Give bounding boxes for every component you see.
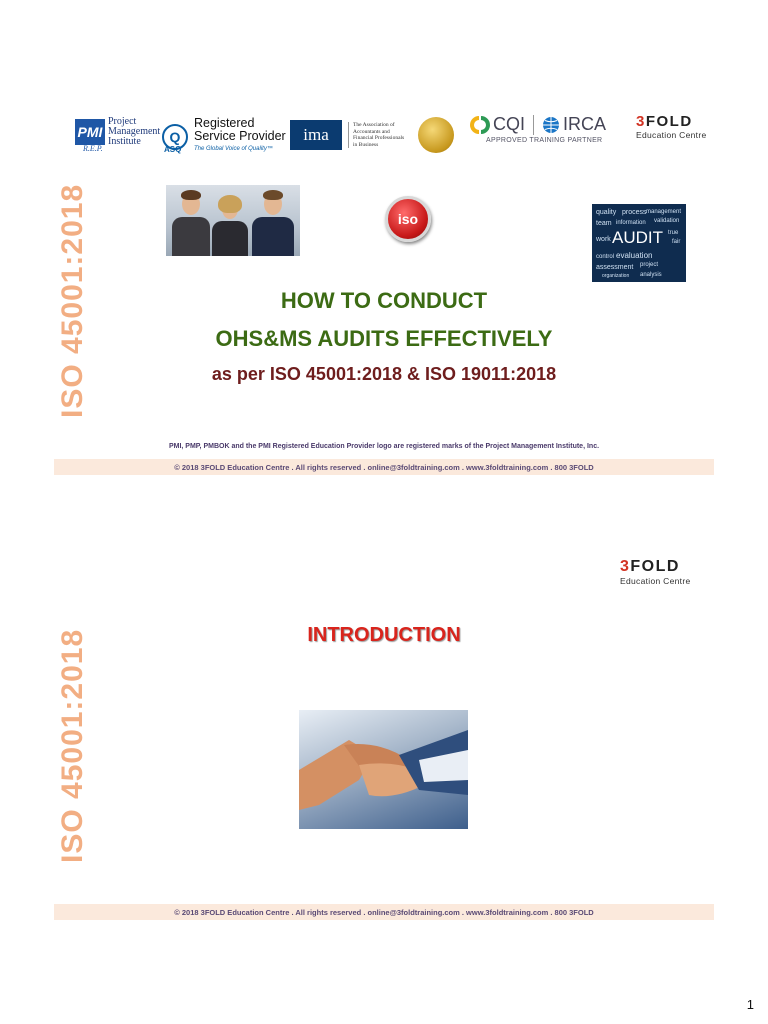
pmi-rep-label: R.E.P. <box>83 144 103 153</box>
handshake-illustration <box>299 710 468 829</box>
approved-training-partner: APPROVED TRAINING PARTNER <box>486 137 603 144</box>
registered-service-provider: Registered Service Provider The Global Voice of Quality™ <box>194 116 286 152</box>
asq-name: ASQ <box>164 145 182 154</box>
pmi-mark: PMI <box>75 119 105 145</box>
iso-badge-icon: iso <box>385 196 431 242</box>
footer-slide1: © 2018 3FOLD Education Centre . All rights reserved . online@3foldtraining.com . www.3foldtraining.com . 800 3FOLD <box>54 459 714 475</box>
pmi-text: Project Management Institute <box>108 116 161 147</box>
slide1-title-line2: OHS&MS AUDITS EFFECTIVELY <box>215 326 553 351</box>
threefold-logo-slide2: 3FOLD Education Centre <box>620 558 691 586</box>
cqi-label: CQI <box>493 114 526 134</box>
slide1-title-line1: HOW TO CONDUCT <box>280 288 488 313</box>
side-title-slide1: ISO 45001:2018 <box>56 183 89 418</box>
pmi-disclaimer: PMI, PMP, PMBOK and the PMI Registered Education Provider logo are registered marks of the Project Management Institute, Inc. <box>168 443 600 450</box>
asq-logo <box>162 117 286 156</box>
handshake-photo <box>299 710 468 829</box>
page-number: 1 <box>746 997 754 1012</box>
gold-seal-icon <box>418 117 454 153</box>
pmi-logo <box>75 116 161 153</box>
globe-icon <box>542 116 560 134</box>
cqi-icon <box>470 116 490 134</box>
cqi-irca-logo <box>470 114 606 144</box>
asq-q-icon: Q <box>162 124 188 150</box>
side-title-slide2: ISO 45001:2018 <box>56 628 89 863</box>
footer-slide2: © 2018 3FOLD Education Centre . All rights reserved . online@3foldtraining.com . www.3foldtraining.com . 800 3FOLD <box>54 904 714 920</box>
threefold-logo-top: 3FOLD Education Centre <box>636 113 707 140</box>
business-people-photo <box>166 185 300 256</box>
slide2-title: INTRODUCTION <box>307 624 461 646</box>
ima-mark: ima <box>290 120 342 150</box>
ima-text: The Association of Accountants and Financial Professionals in Business <box>348 122 404 148</box>
irca-label: IRCA <box>563 114 607 134</box>
slide1-subtitle: as per ISO 45001:2018 & ISO 19011:2018 <box>211 364 557 384</box>
audit-words-image: quality process management team information validation work AUDIT true fair control evaluation assessment project organization analysis <box>592 204 686 282</box>
ima-logo <box>290 120 404 150</box>
